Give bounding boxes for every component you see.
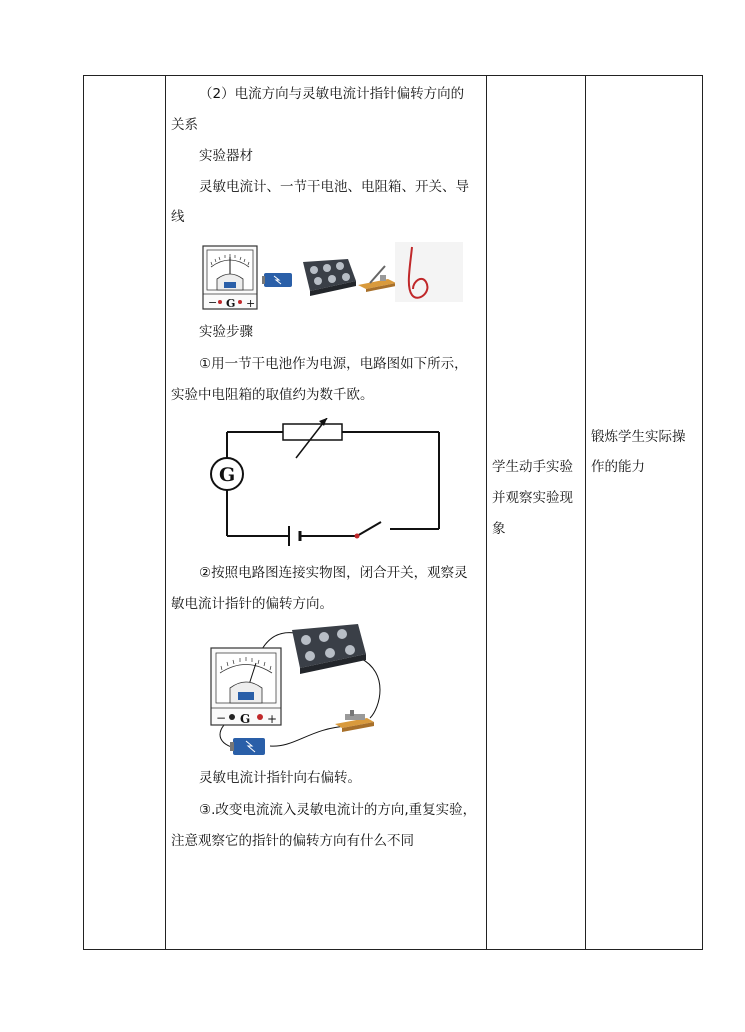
observation-text: 灵敏电流计指针向右偏转。	[199, 770, 361, 786]
meter-g-label: G	[226, 297, 236, 310]
step-3-text-cont: 注意观察它的指针的偏转方向有什么不同	[171, 833, 414, 849]
column-divider	[486, 76, 487, 949]
resistance-box-image	[303, 259, 356, 296]
section-heading-cont: 关系	[171, 117, 198, 133]
wiring-battery-image	[230, 738, 265, 755]
wire-image	[395, 242, 463, 302]
wiring-galvanometer-image	[211, 648, 281, 726]
wiring-meter-g: G	[240, 712, 251, 726]
steps-title: 实验步骤	[199, 324, 253, 340]
step-3-text: ③.改变电流流入灵敏电流计的方向,重复实验，	[199, 802, 477, 818]
student-activity-text: 并观察实验现	[492, 490, 573, 506]
wiring-figure	[200, 618, 400, 768]
materials-text: 灵敏电流计、一节干电池、电阻箱、开关、导	[199, 179, 469, 195]
student-activity-text: 学生动手实验	[492, 459, 573, 475]
wiring-meter-minus: −	[216, 711, 227, 725]
step-2-text-cont: 敏电流计指针的偏转方向。	[171, 596, 333, 612]
battery-image	[262, 273, 292, 287]
battery-symbol	[289, 526, 300, 546]
meter-minus-label: −	[208, 296, 218, 309]
design-intent-text: 锻炼学生实际操	[591, 429, 686, 445]
circuit-diagram	[200, 418, 445, 553]
galvanometer-label: G	[219, 464, 236, 486]
student-activity-text: 象	[492, 521, 506, 537]
switch-symbol	[355, 522, 382, 539]
step-1-text: ①用一节干电池作为电源，电路图如下所示，	[199, 356, 468, 372]
step-1-text-cont: 实验中电阻箱的取值约为数千欧。	[171, 387, 374, 403]
wiring-meter-plus: +	[267, 712, 278, 726]
materials-title: 实验器材	[199, 148, 253, 164]
wiring-switch-image	[335, 710, 374, 732]
equipment-figure	[200, 237, 465, 312]
materials-text-cont: 线	[171, 209, 185, 225]
galvanometer-image	[203, 246, 257, 310]
meter-plus-label: +	[246, 297, 256, 310]
switch-image	[358, 266, 396, 292]
section-heading: （2）电流方向与灵敏电流计指针偏转方向的	[199, 86, 465, 102]
column-divider	[585, 76, 586, 949]
column-divider	[165, 76, 166, 949]
step-2-text: ②按照电路图连接实物图，闭合开关，观察灵	[199, 565, 468, 581]
wiring-resistance-box-image	[292, 624, 366, 674]
design-intent-text: 作的能力	[591, 459, 645, 475]
